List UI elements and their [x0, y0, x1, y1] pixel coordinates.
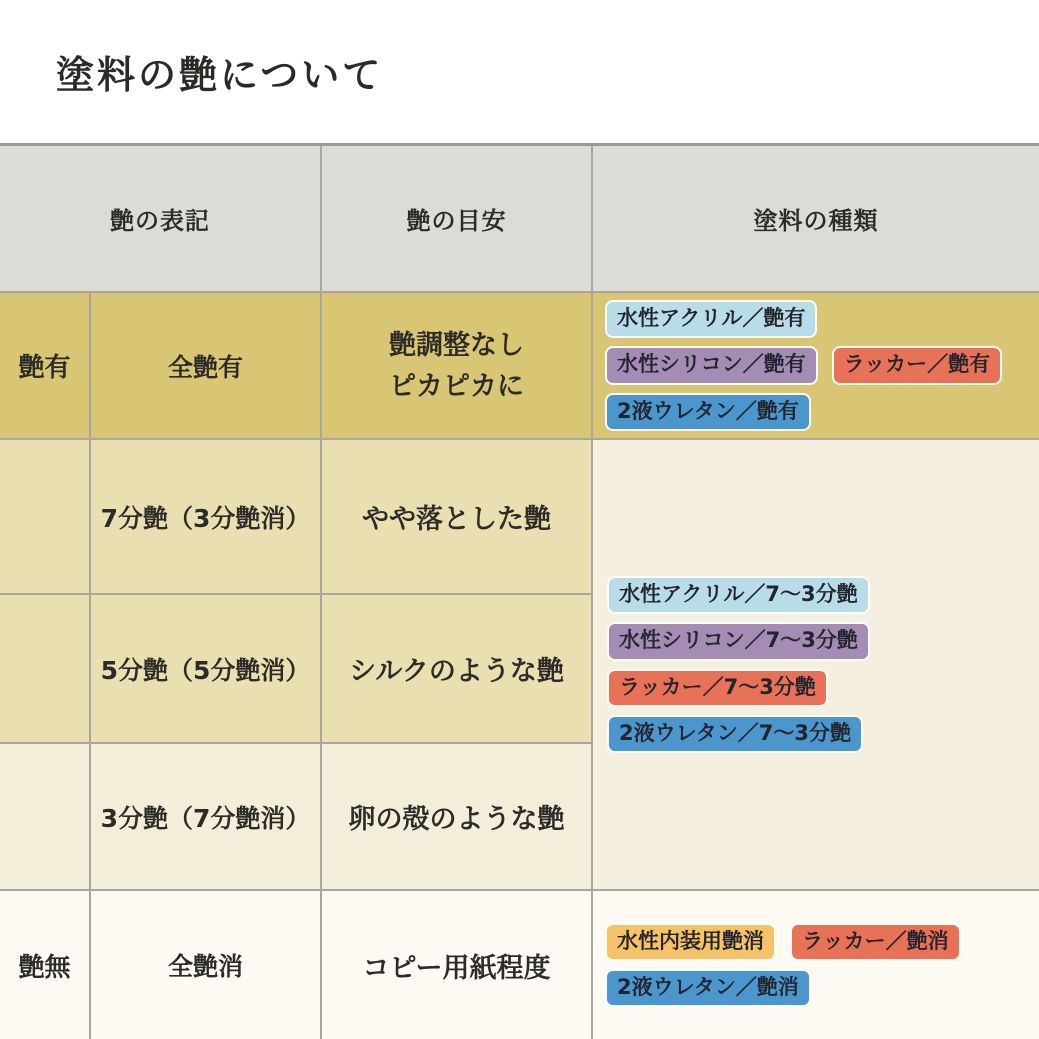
paint-chips-gloss: [593, 293, 1039, 438]
guide-matte: コピー用紙程度: [322, 891, 591, 1039]
paint-chip: ラッカー／艶有: [832, 346, 1003, 384]
paint-chip: 2液ウレタン／艶消: [605, 969, 811, 1007]
guide-7bu: やや落とした艶: [322, 440, 591, 593]
guide-3bu: 卵の殻のような艶: [322, 744, 591, 889]
paint-chip: ラッカー／艶消: [790, 923, 961, 961]
guide-full-gloss-line2: ピカピカに: [389, 370, 524, 402]
notation-5bu: 5分艶（5分艶消）: [91, 595, 320, 742]
header-paint-type: 塗料の種類: [593, 146, 1039, 291]
notation-7bu: 7分艶（3分艶消）: [91, 440, 320, 593]
category-gloss: 艶有: [0, 293, 89, 438]
paint-chip: 水性シリコン／7～3分艶: [607, 622, 870, 660]
paint-chip: 水性アクリル／艶有: [605, 300, 817, 338]
guide-full-gloss-line1: 艶調整なし: [389, 329, 524, 361]
paint-chip: 水性アクリル／7～3分艶: [607, 576, 870, 614]
guide-5bu: シルクのような艶: [322, 595, 591, 742]
header-guide: 艶の目安: [322, 146, 591, 291]
gloss-table: [0, 143, 1039, 1039]
category-empty-5bu: [0, 595, 89, 742]
page-title: 塗料の艶について: [56, 53, 384, 97]
category-matte: 艶無: [0, 891, 89, 1039]
paint-chip: 2液ウレタン／7～3分艶: [607, 715, 863, 753]
paint-chips-matte: [593, 891, 1039, 1039]
title-area: [0, 0, 1039, 143]
paint-chips-mid-gloss: [593, 440, 1039, 889]
category-empty-7bu: [0, 440, 89, 593]
paint-chip: 水性シリコン／艶有: [605, 346, 818, 384]
guide-full-gloss: [322, 293, 591, 438]
notation-full-matte: 全艶消: [91, 891, 320, 1039]
paint-chip: 水性内装用艶消: [605, 923, 776, 961]
header-notation: 艶の表記: [0, 146, 320, 291]
paint-chip: ラッカー／7～3分艶: [607, 669, 828, 707]
paint-chip: 2液ウレタン／艶有: [605, 393, 811, 431]
category-empty-3bu: [0, 744, 89, 889]
notation-3bu: 3分艶（7分艶消）: [91, 744, 320, 889]
notation-full-gloss: 全艶有: [91, 293, 320, 438]
